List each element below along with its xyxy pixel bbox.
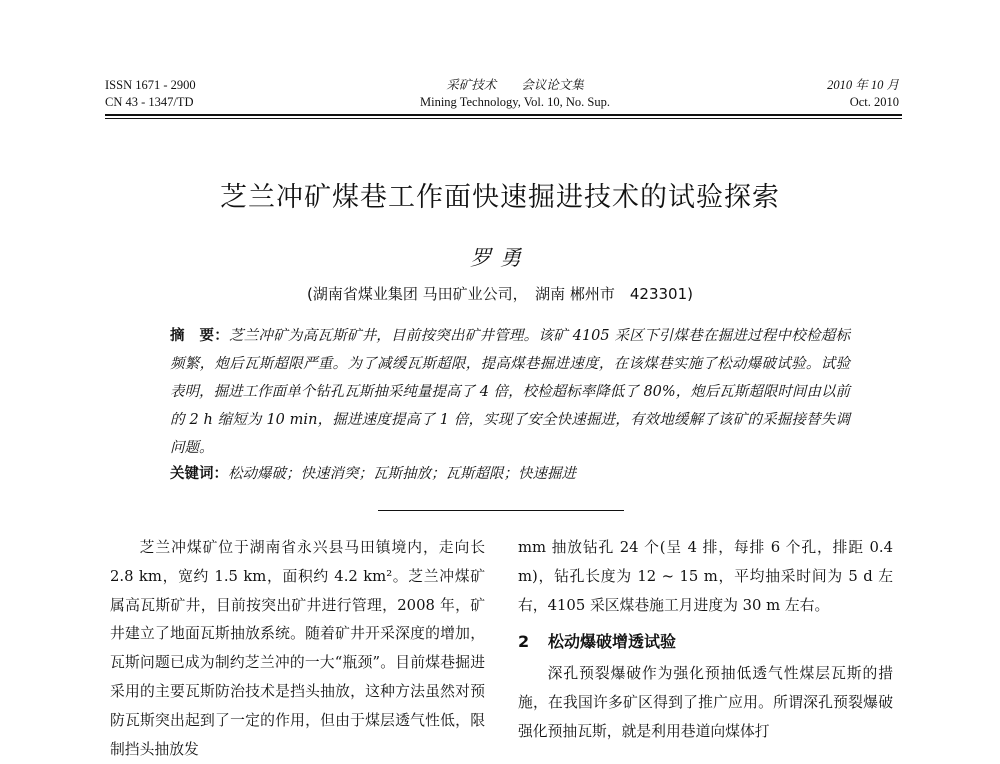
keywords	[170, 461, 850, 487]
abstract	[170, 322, 850, 462]
journal-name-en: Mining Technology, Vol. 10, No. Sup.	[420, 95, 610, 109]
right-column	[518, 534, 893, 747]
issn: ISSN 1671 - 2900	[105, 78, 196, 92]
keywords-text: 松动爆破；快速消突；瓦斯抽放；瓦斯超限；快速掘进	[228, 466, 576, 482]
body-paragraph: 芝兰冲煤矿位于湖南省永兴县马田镇境内，走向长 2.8 km，宽约 1.5 km，面积约 4.2 km²。芝兰冲煤矿属高瓦斯矿井，目前按突出矿井进行管理，2008 年，矿井建立了地面瓦斯抽放系统。随着矿井开采深度的增加，瓦斯问题已成为制约芝兰冲的一大“瓶颈”。目前煤巷掘进采用的主要瓦斯防治技术是挡头抽放，这种方法虽然对预防瓦斯突出起到了一定的作用，但由于煤层透气性低，限制挡头抽放发	[110, 539, 485, 758]
section-heading	[518, 630, 893, 654]
abstract-separator	[378, 510, 624, 511]
section-number: 2	[518, 632, 530, 652]
keywords-label: 关键词：	[170, 466, 228, 482]
issue-date-en: Oct. 2010	[849, 95, 899, 109]
header-rule-thick	[105, 114, 902, 116]
journal-codes	[105, 77, 196, 111]
abstract-text: 芝兰冲矿为高瓦斯矿井，目前按突出矿井管理。该矿 4105 采区下引煤巷在掘进过程中校检超标频繁，炮后瓦斯超限严重。为了减缓瓦斯超限，提高煤巷掘进速度，在该煤巷实施了松动爆破试验。试验表明，掘进工作面单个钻孔瓦斯抽采纯量提高了 4 倍，校检超标率降低了 80%，炮后瓦斯超限时间由以前的 2 h 缩短为 10 min，掘进速度提高了 1 倍，实现了安全快速掘进，有效地缓解了该矿的采掘接替失调问题。	[170, 328, 851, 456]
affiliation: (湖南省煤业集团 马田矿业公司， 湖南 郴州市 423301)	[306, 285, 693, 303]
author: 罗勇	[470, 246, 530, 270]
issue-date	[827, 77, 899, 111]
body-paragraph: 深孔预裂爆破作为强化预抽低透气性煤层瓦斯的措施，在我国许多矿区得到了推广应用。所谓深孔预裂爆破强化预抽瓦斯，就是利用巷道向煤体打	[518, 665, 893, 740]
journal-name	[395, 77, 635, 111]
journal-name-cn: 采矿技术 会议论文集	[446, 78, 584, 92]
issue-date-cn: 2010 年 10 月	[827, 78, 899, 92]
abstract-label: 摘 要：	[170, 328, 229, 344]
section-title: 松动爆破增透试验	[548, 632, 677, 652]
body-paragraph: mm 抽放钻孔 24 个(呈 4 排，每排 6 个孔，排距 0.4 m)，钻孔长度为 12 ~ 15 m，平均抽采时间为 5 d 左右，4105 采区煤巷施工月进度为 30 m 左右。	[518, 539, 893, 614]
cn-number: CN 43 - 1347/TD	[105, 95, 194, 109]
header-rule-thin	[105, 118, 902, 119]
left-column	[110, 534, 485, 764]
article-title: 芝兰冲矿煤巷工作面快速掘进技术的试验探索	[220, 182, 780, 213]
